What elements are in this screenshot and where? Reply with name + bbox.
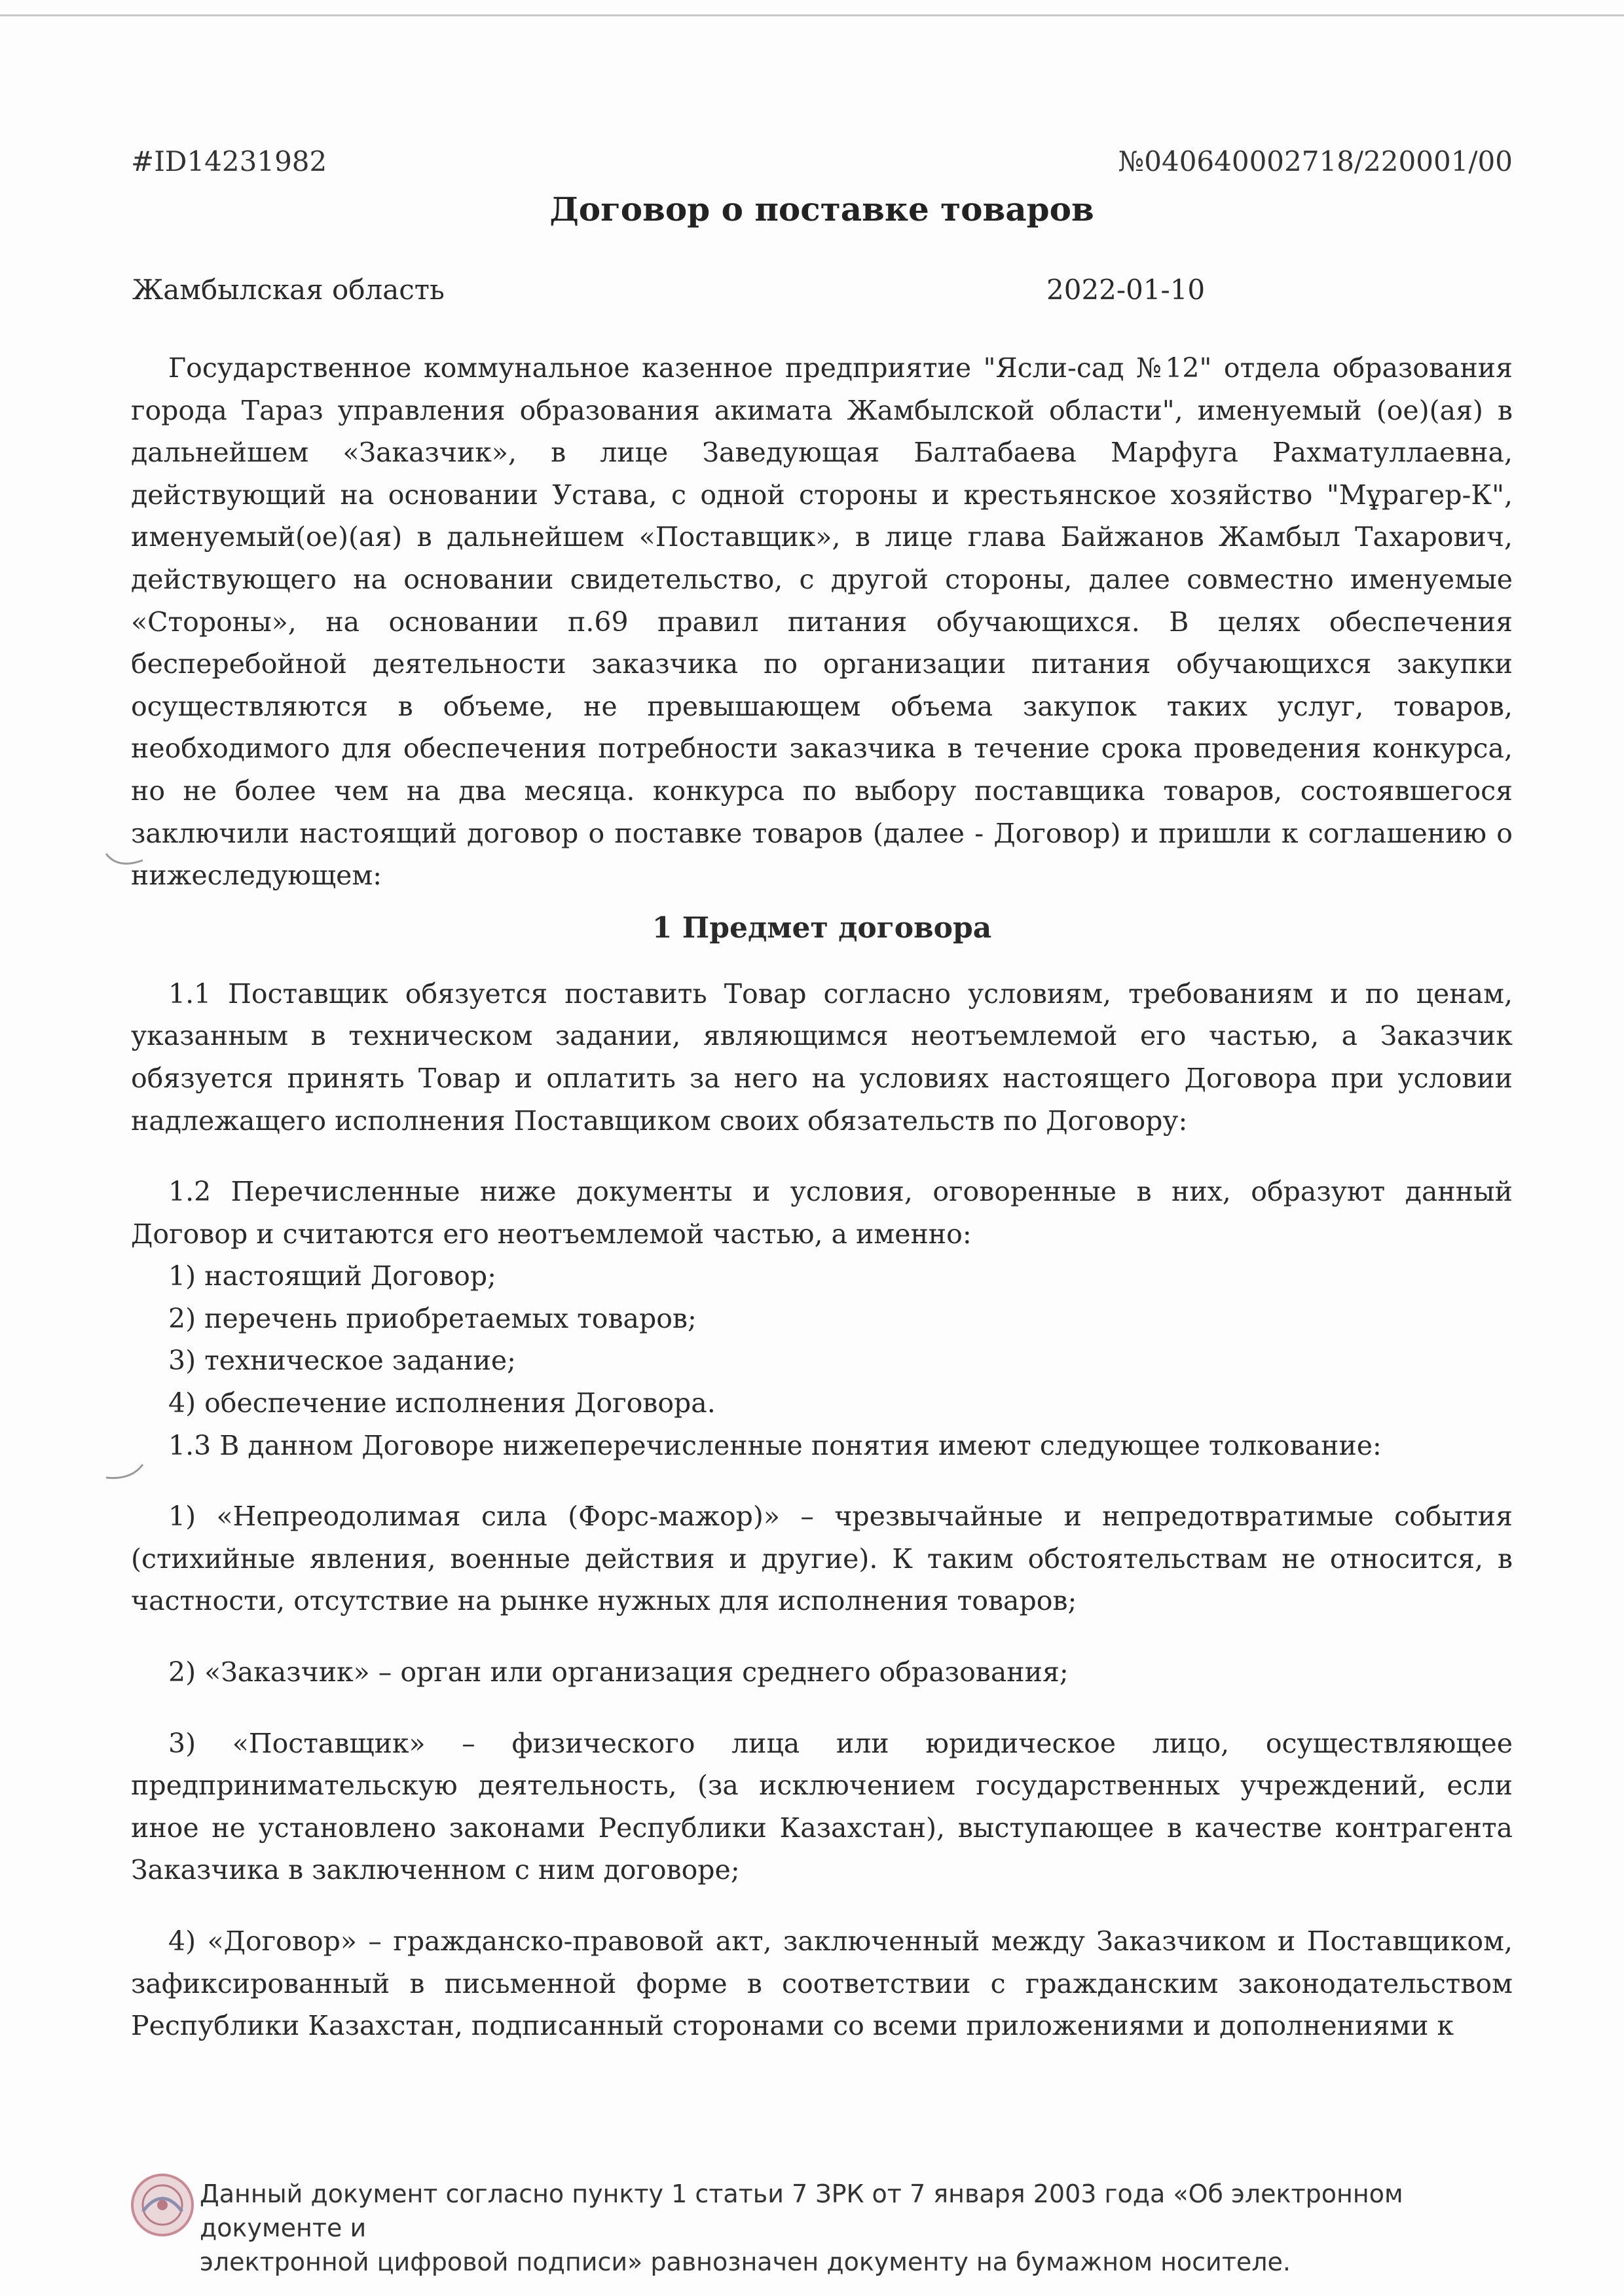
contract-date: 2022-01-10 [1046,274,1206,306]
doc-number: №040640002718/220001/00 [1118,145,1513,177]
document-page [131,137,1513,2047]
definition-item: 2) «Заказчик» – орган или организация среднего образования; [168,1656,1069,1688]
definition-item: 4) «Договор» – гражданско-правовой акт, заключенный между Заказчиком и Поставщиком, зафиксированный в письменной форме в соответствии с гражданским законодательством Республики Казахстан, подписанный сторонами со всеми приложениями и дополнениями к [131,1925,1513,2042]
doc-id: #ID14231982 [131,145,327,177]
scan-artifact-icon [105,851,144,871]
doc-list-item: 2) перечень приобретаемых товаров; [168,1302,697,1334]
place-date-row [131,255,1513,340]
e-signature-note [200,2177,1444,2279]
clause-1-2: 1.2 Перечисленные ниже документы и условия, оговоренные в них, образуют данный Договор и считаются его неотъемлемой частью, а именно: [131,1176,1513,1250]
scan-artifact-icon [105,1463,144,1483]
e-signature-note-line-1: Данный документ согласно пункту 1 статьи 7 ЗРК от 7 января 2003 года «Об электронном документе и [200,2179,1403,2242]
definition-item: 3) «Поставщик» – физического лица или юридическое лицо, осуществляющее предпринимательскую деятельность, (за исключением государственных учреждений, если иное не установлено законами Республики Казахстан), выступающее в качестве контрагента Заказчика в заключенном с ним договоре; [131,1727,1513,1886]
e-signature-note-line-2: электронной цифровой подписи» равнозначен документу на бумажном носителе. [200,2248,1291,2276]
section-1-title: 1 Предмет договора [652,911,992,945]
doc-list-item: 1) настоящий Договор; [168,1260,496,1292]
scan-top-edge [0,14,1624,16]
document-header [131,137,1513,183]
clause-1-1: 1.1 Поставщик обязуется поставить Товар согласно условиям, требованиям и по ценам, указанным в техническом задании, являющимся неотъемлемой его частью, а Заказчик обязуется принять Товар и оплатить за него на условиях настоящего Договора при условии надлежащего исполнения Поставщиком своих обязательств по Договору: [131,977,1513,1137]
doc-list-item: 3) техническое задание; [168,1345,516,1377]
contract-place: Жамбылская область [132,274,445,306]
round-seal-icon [130,2172,195,2238]
intro-paragraph: Государственное коммунальное казенное предприятие "Ясли-сад №12" отдела образования города Тараз управления образования акимата Жамбылской области", именуемый (ое)(ая) в дальнейшем «Заказчик», в лице Заведующая Балтабаева Марфуга Рахматуллаевна, действующий на основании Устава, с одной стороны и крестьянское хозяйство "Мұрагер-К", именуемый(ое)(ая) в дальнейшем «Поставщик», в лице глава Байжанов Жамбыл Тахарович, действующего на основании свидетельство, с другой стороны, далее совместно именуемые «Стороны», на основании п.69 правил питания обучающихся. В целях обеспечения бесперебойной деятельности заказчика по организации питания обучающихся закупки осуществляются в объеме, не превышающем объема закупок таких услуг, товаров, необходимого для обеспечения потребности заказчика в течение срока проведения конкурса, но не более чем на два месяца. конкурса по выбору поставщика товаров, состоявшегося заключили настоящий договор о поставке товаров (далее - Договор) и пришли к соглашению о нижеследующем: [131,352,1513,892]
doc-list-item: 4) обеспечение исполнения Договора. [168,1387,716,1419]
page-title: Договор о поставке товаров [549,190,1094,228]
definition-item: 1) «Непреодолимая сила (Форс-мажор)» – чрезвычайные и непредотвратимые события (стихийные явления, военные действия и другие). К таким обстоятельствам не относится, в частности, отсутствие на рынке нужных для исполнения товаров; [131,1501,1513,1617]
clause-1-3: 1.3 В данном Договоре нижеперечисленные понятия имеют следующее толкование: [168,1429,1382,1461]
